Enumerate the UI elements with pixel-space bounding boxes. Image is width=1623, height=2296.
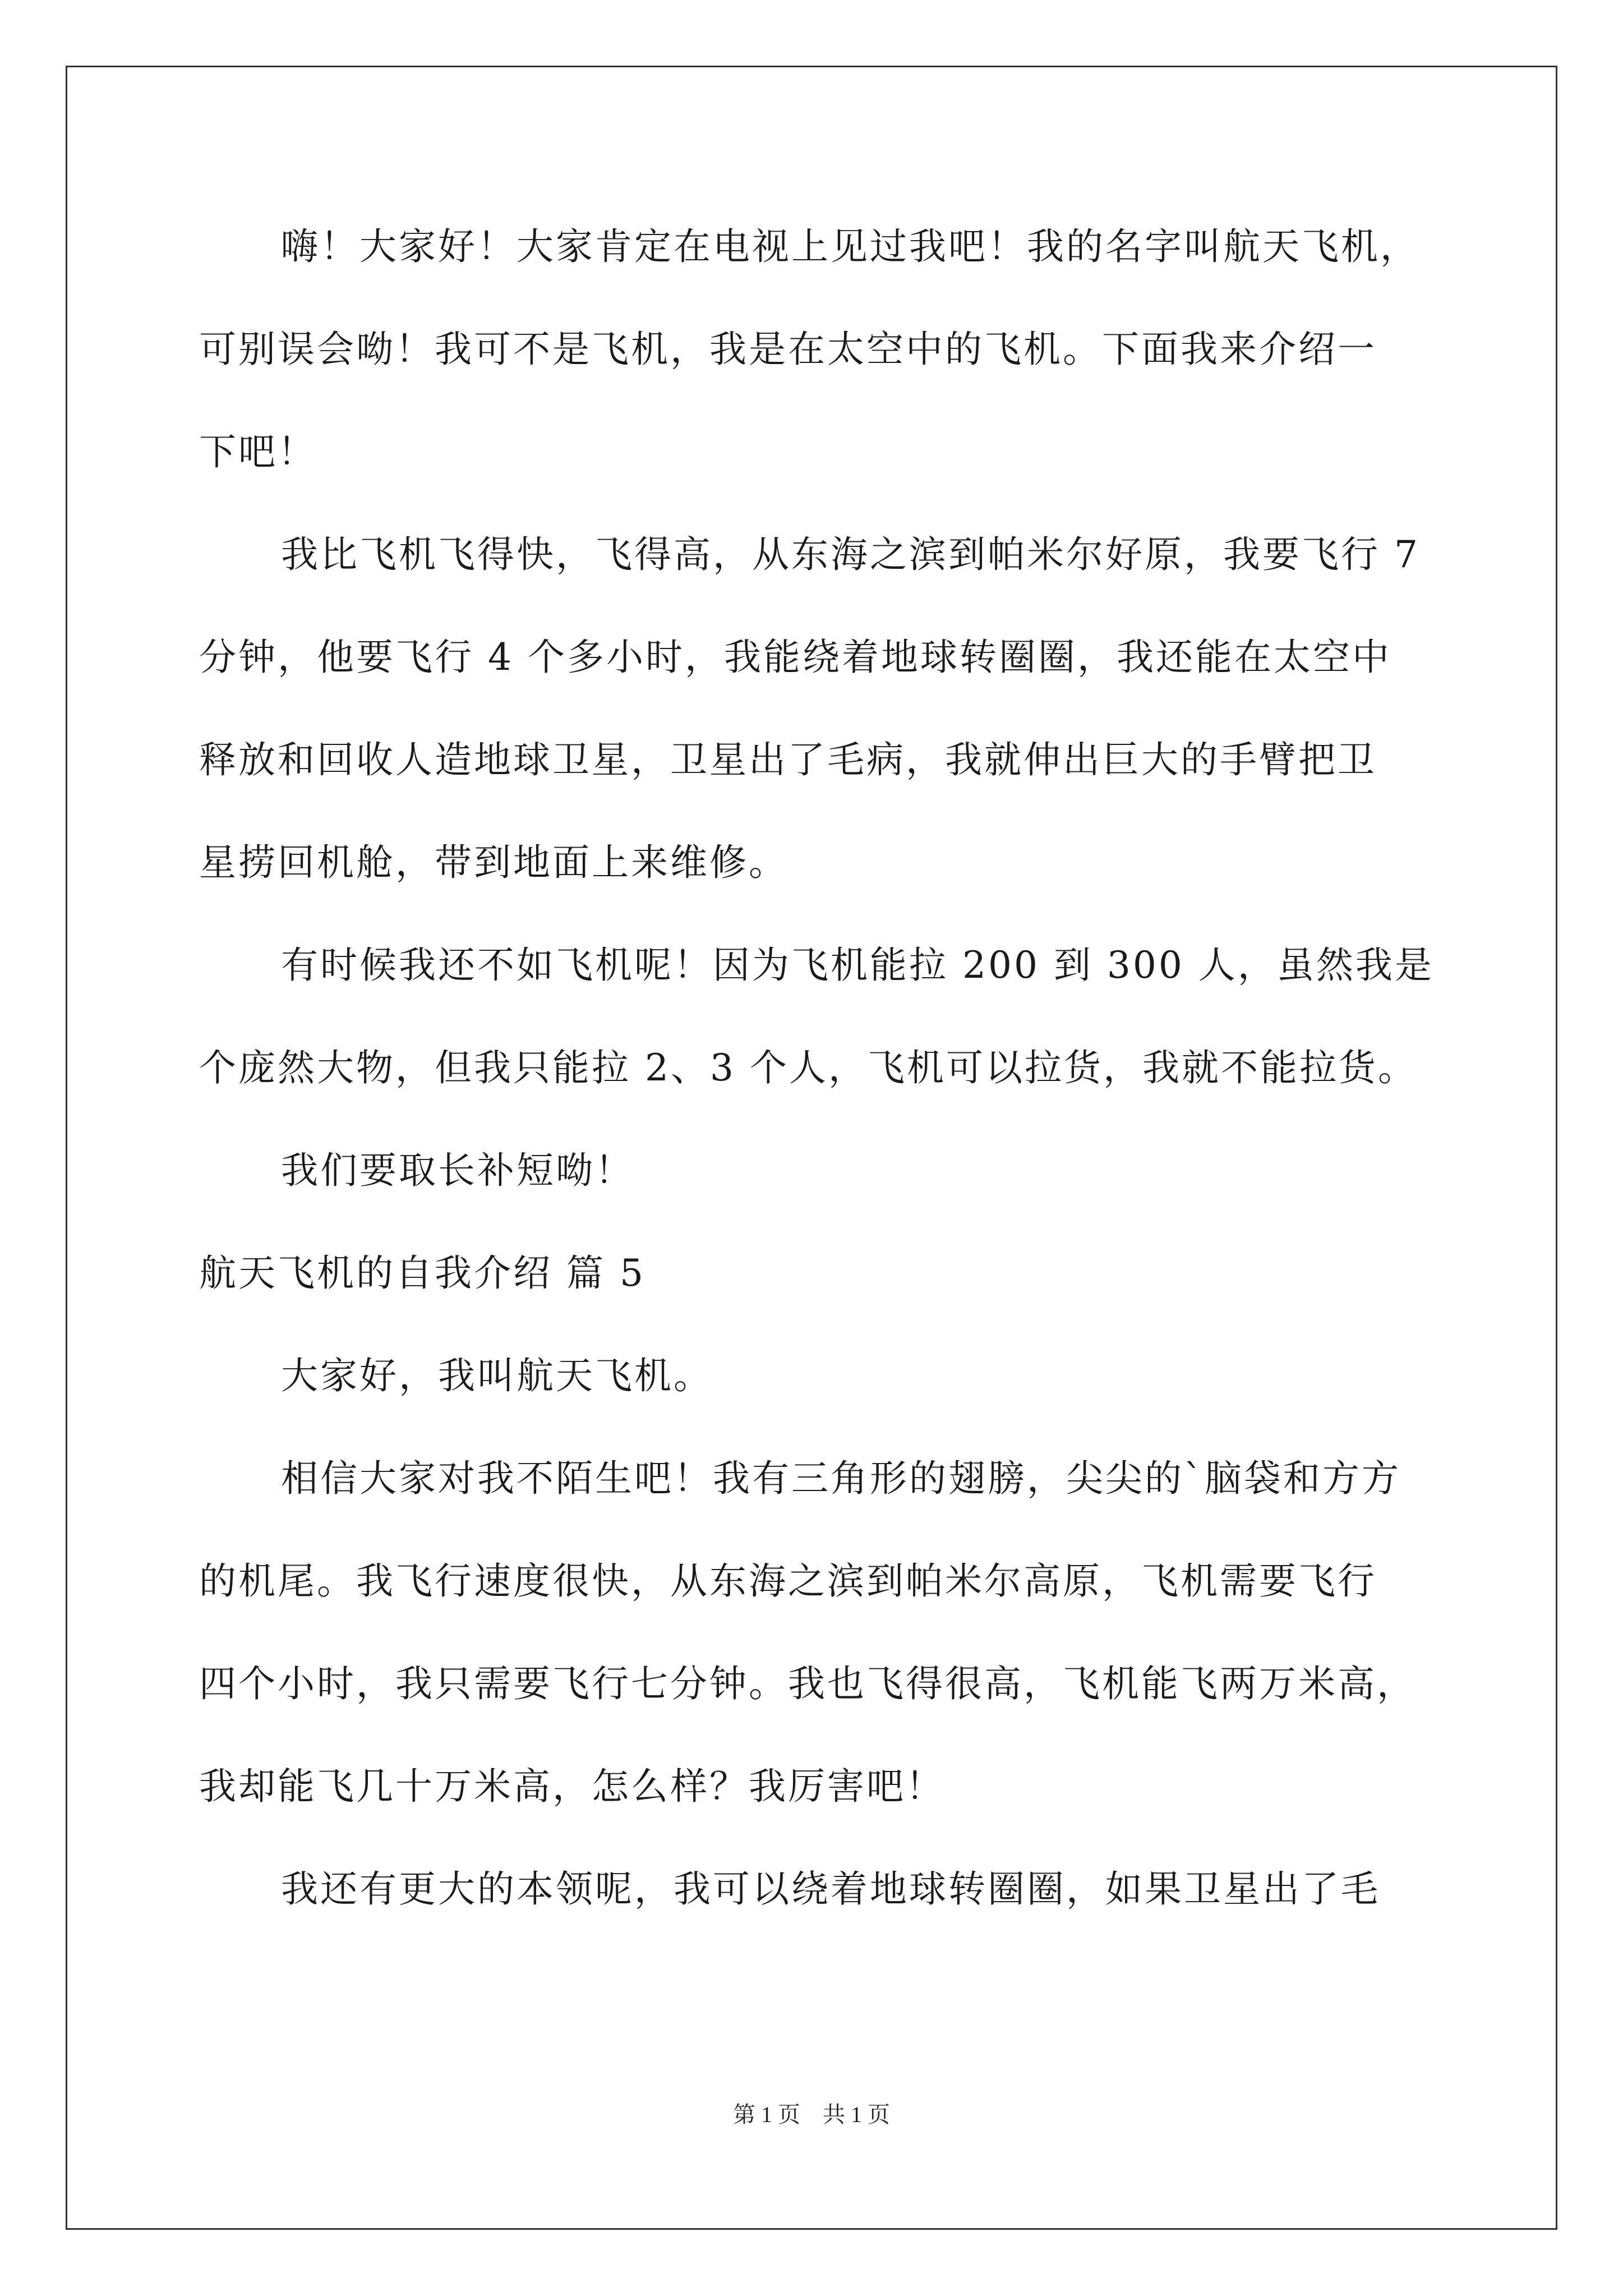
paragraph-5-line-1: 大家好，我叫航天飞机。 (281, 1354, 713, 1397)
paragraph-1-line-3: 下吧！ (199, 430, 317, 473)
paragraph-6-line-4: 我却能飞几十万米高，怎么样？我厉害吧！ (199, 1765, 945, 1808)
page-number: 第 1 页 共 1 页 (733, 2102, 890, 2127)
paragraph-7-line-1: 我还有更大的本领呢，我可以绕着地球转圈圈，如果卫星出了毛 (281, 1867, 1380, 1911)
paragraph-1-line-2: 可别误会呦！我可不是飞机，我是在太空中的飞机。下面我来介绍一 (199, 328, 1377, 371)
paragraph-2-line-3: 释放和回收人造地球卫星，卫星出了毛病，我就伸出巨大的手臂把卫 (199, 738, 1377, 781)
paragraph-3-line-1: 有时候我还不如飞机呢！因为飞机能拉 200 到 300 人，虽然我是 (281, 944, 1434, 987)
paragraph-1-line-1: 嗨！大家好！大家肯定在电视上见过我吧！我的名字叫航天飞机， (281, 225, 1419, 268)
paragraph-6-line-1: 相信大家对我不陌生吧！我有三角形的翅膀，尖尖的`脑袋和方方 (281, 1457, 1401, 1500)
paragraph-4-line-1: 我们要取长补短呦！ (281, 1149, 634, 1192)
paragraph-6-line-2: 的机尾。我飞行速度很快，从东海之滨到帕米尔高原，飞机需要飞行 (199, 1559, 1377, 1603)
paragraph-2-line-2: 分钟，他要飞行 4 个多小时，我能绕着地球转圈圈，我还能在太空中 (199, 636, 1391, 679)
paragraph-6-line-3: 四个小时，我只需要飞行七分钟。我也飞得很高，飞机能飞两万米高， (199, 1662, 1416, 1705)
section-heading: 航天飞机的自我介绍 篇 5 (199, 1251, 645, 1295)
paragraph-3-line-2: 个庞然大物，但我只能拉 2、3 个人，飞机可以拉货，我就不能拉货。 (199, 1046, 1417, 1089)
paragraph-2-line-4: 星捞回机舱，带到地面上来维修。 (199, 841, 788, 884)
paragraph-2-line-1: 我比飞机飞得快，飞得高，从东海之滨到帕米尔好原，我要飞行 7 (281, 533, 1420, 576)
